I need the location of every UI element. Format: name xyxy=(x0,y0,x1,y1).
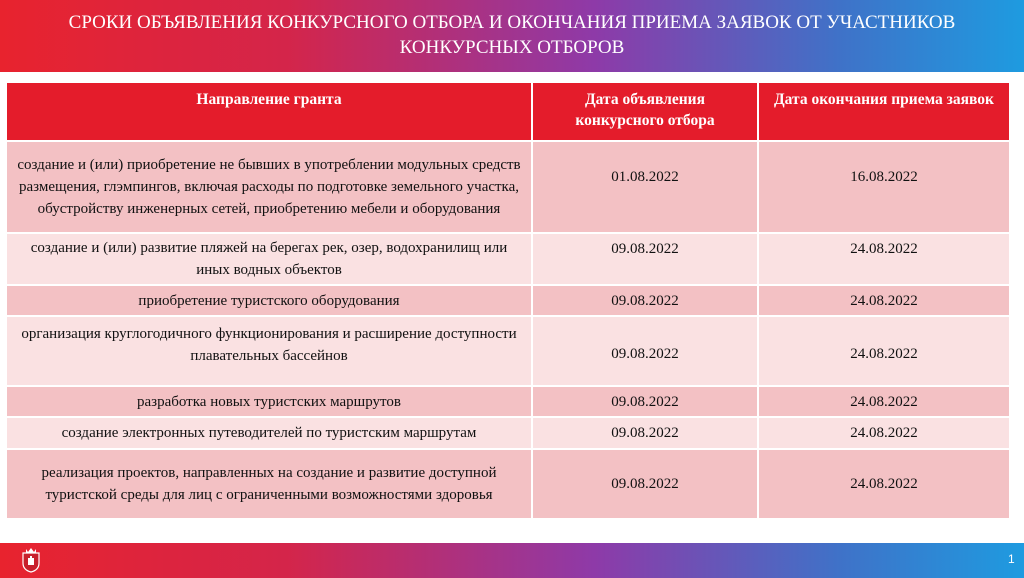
cell-start-date: 09.08.2022 xyxy=(533,416,759,448)
cell-start-date: 09.08.2022 xyxy=(533,315,759,385)
column-header-start-date: Дата объявления конкурсного отбора xyxy=(533,83,759,140)
table-row xyxy=(7,140,1009,232)
table-row xyxy=(7,315,1009,385)
cell-start-date: 09.08.2022 xyxy=(533,284,759,315)
grant-schedule-table xyxy=(7,83,1009,518)
table-header-row xyxy=(7,83,1009,140)
cell-direction: организация круглогодичного функционирования и расширение доступности плавательных бассейнов xyxy=(7,315,533,385)
cell-end-date: 24.08.2022 xyxy=(759,416,1009,448)
cell-start-date: 01.08.2022 xyxy=(533,140,759,232)
column-header-direction: Направление гранта xyxy=(7,83,533,140)
cell-direction: создание и (или) приобретение не бывших в употреблении модульных средств размещения, глэмпингов, включая расходы по подготовке земельного участка, обустройству инженерных сетей, приобретению мебели и оборудования xyxy=(7,140,533,232)
table-row xyxy=(7,416,1009,448)
cell-direction: создание электронных путеводителей по туристским маршрутам xyxy=(7,416,533,448)
cell-end-date: 24.08.2022 xyxy=(759,315,1009,385)
cell-start-date: 09.08.2022 xyxy=(533,448,759,518)
cell-direction: создание и (или) развитие пляжей на берегах рек, озер, водохранилищ или иных водных объектов xyxy=(7,232,533,284)
cell-end-date: 24.08.2022 xyxy=(759,385,1009,416)
cell-end-date: 16.08.2022 xyxy=(759,140,1009,232)
table-row xyxy=(7,284,1009,315)
column-header-end-date: Дата окончания приема заявок xyxy=(759,83,1009,140)
table-row xyxy=(7,385,1009,416)
footer-band xyxy=(0,543,1024,578)
cell-end-date: 24.08.2022 xyxy=(759,232,1009,284)
slide-title: СРОКИ ОБЪЯВЛЕНИЯ КОНКУРСНОГО ОТБОРА И ОКОНЧАНИЯ ПРИЕМА ЗАЯВОК ОТ УЧАСТНИКОВ КОНКУРСНЫХ ОТБОРОВ xyxy=(68,12,956,58)
cell-direction: разработка новых туристских маршрутов xyxy=(7,385,533,416)
cell-start-date: 09.08.2022 xyxy=(533,232,759,284)
cell-direction: приобретение туристского оборудования xyxy=(7,284,533,315)
table-row xyxy=(7,232,1009,284)
cell-end-date: 24.08.2022 xyxy=(759,448,1009,518)
cell-direction: реализация проектов, направленных на создание и развитие доступной туристской среды для лиц с ограниченными возможностями здоровья xyxy=(7,448,533,518)
perm-krai-coat-of-arms-icon xyxy=(22,547,40,573)
table-row xyxy=(7,448,1009,518)
cell-start-date: 09.08.2022 xyxy=(533,385,759,416)
page-number: 1 xyxy=(1008,552,1015,566)
cell-end-date: 24.08.2022 xyxy=(759,284,1009,315)
